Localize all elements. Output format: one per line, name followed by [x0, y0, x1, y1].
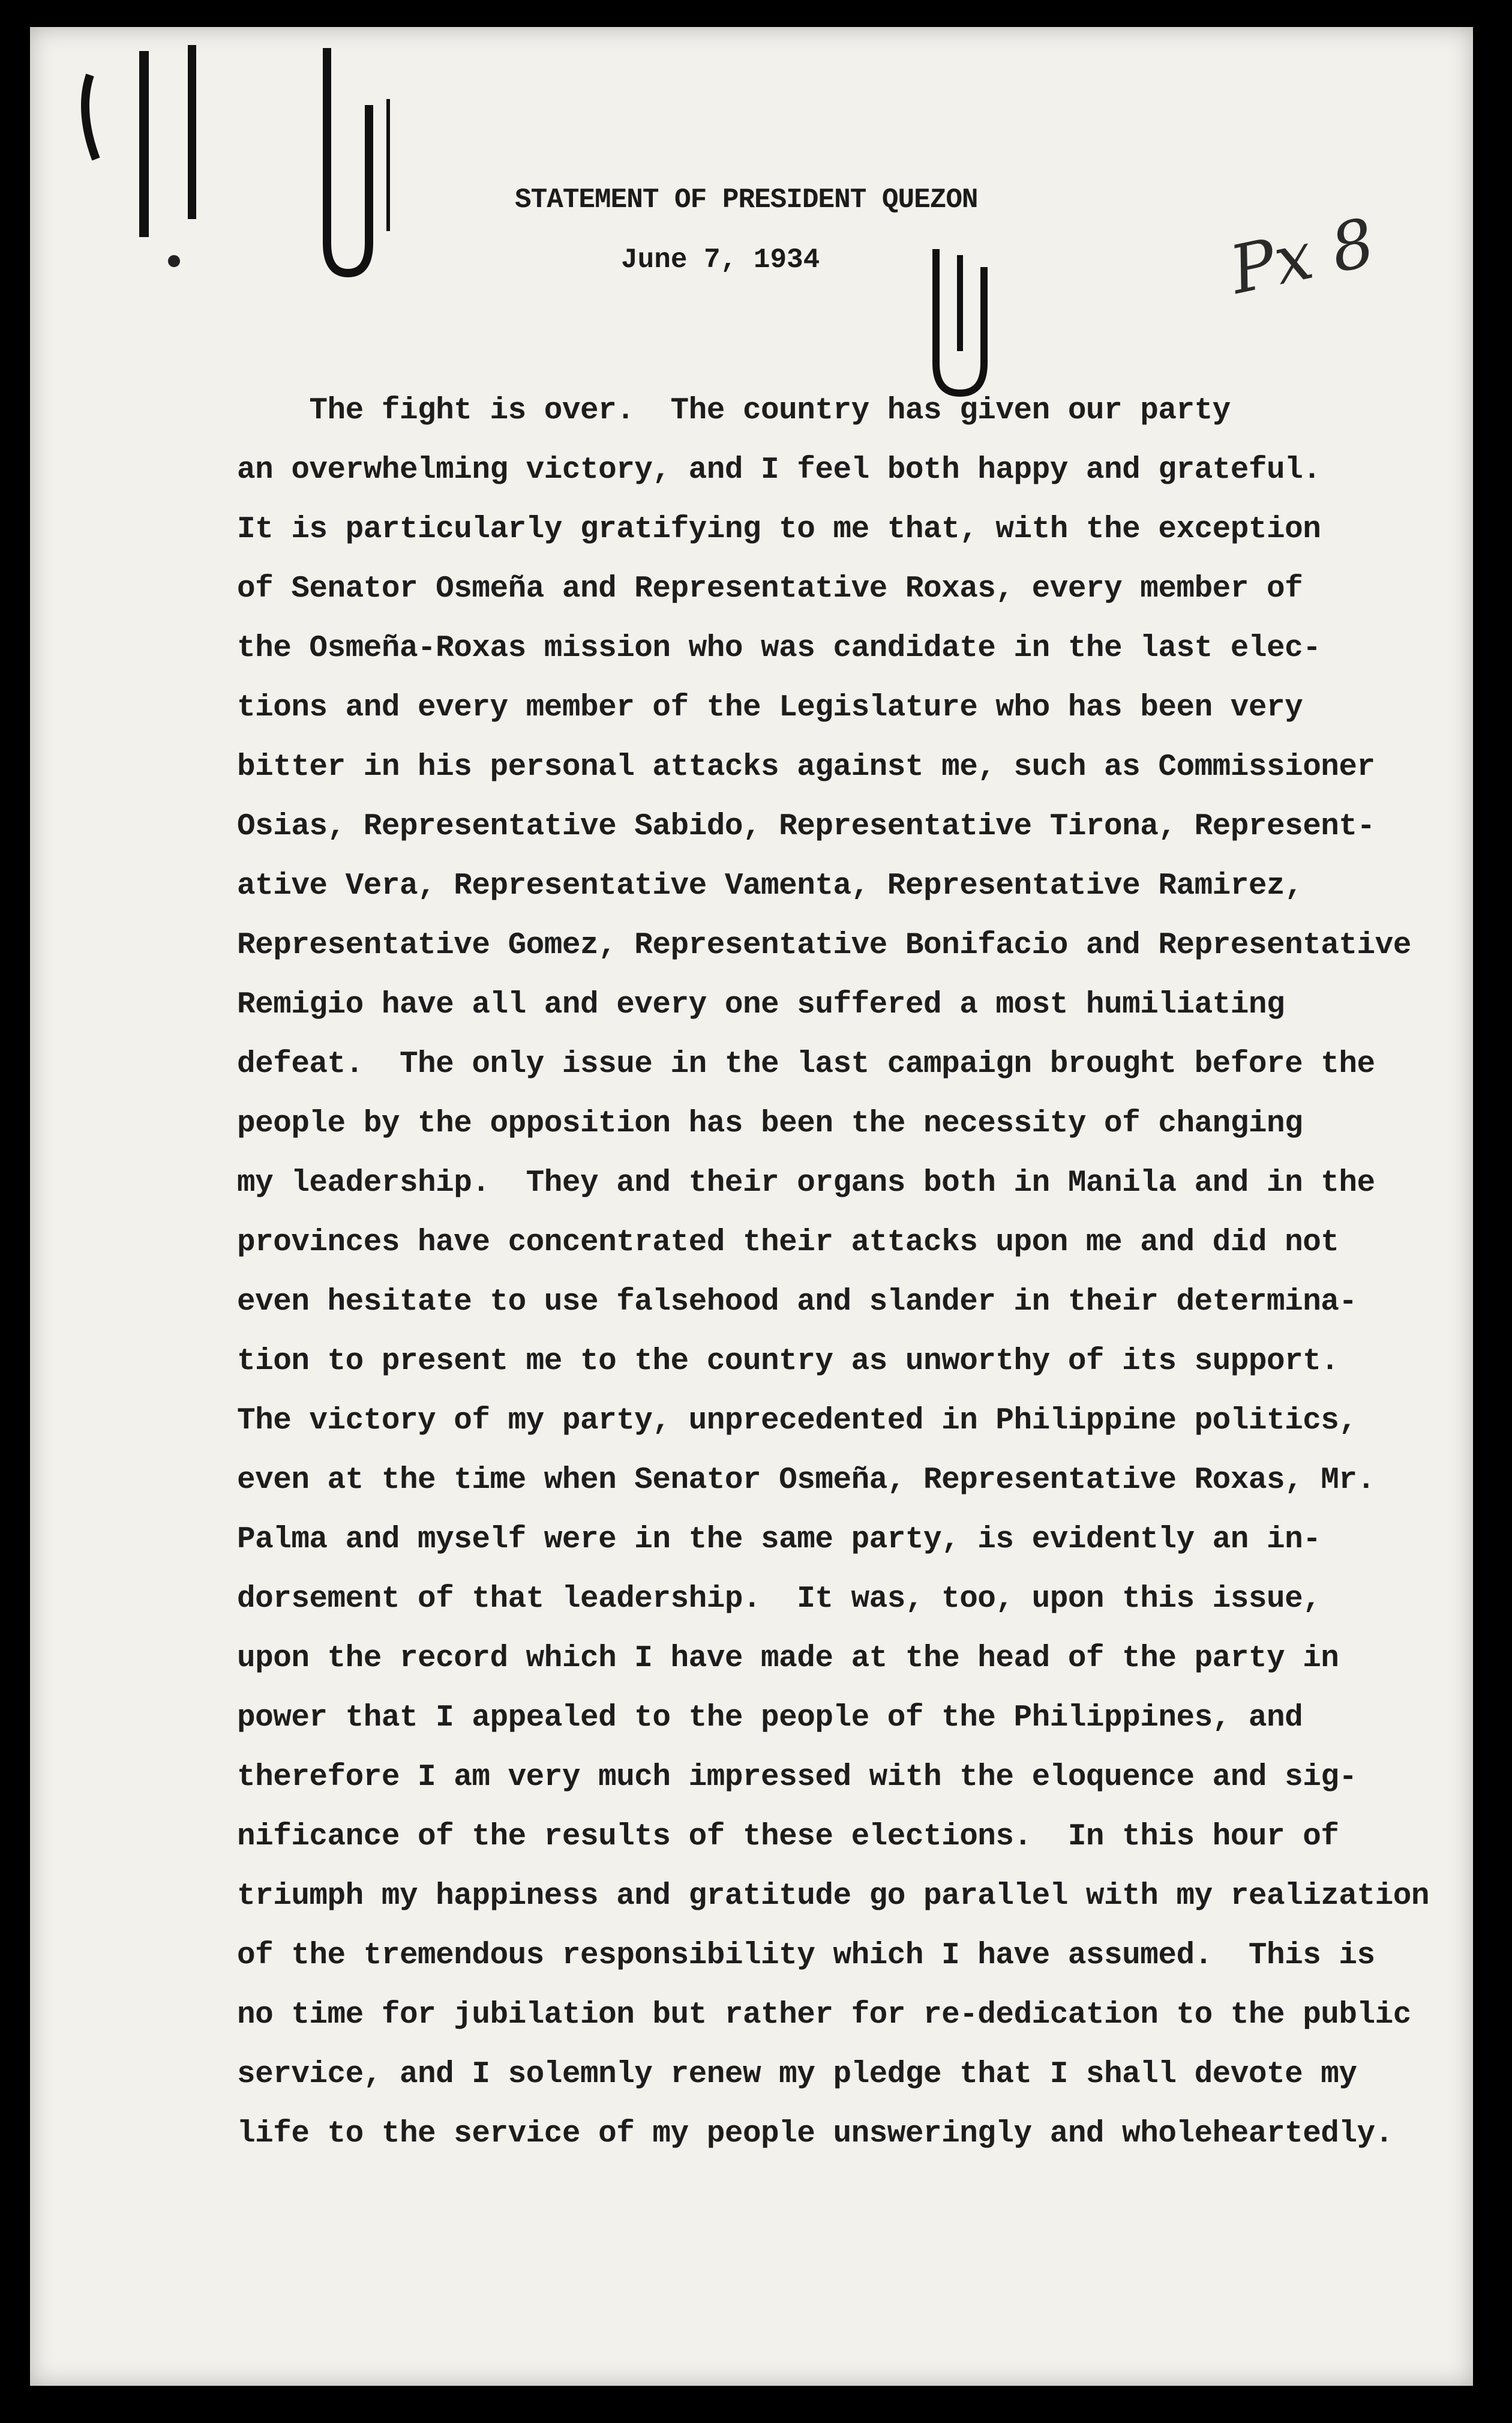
body-line: even at the time when Senator Osmeña, Representative Roxas, Mr. [237, 1463, 1375, 1497]
body-line: of the tremendous responsibility which I have assumed. This is [237, 1939, 1375, 1973]
clip-mark [85, 75, 96, 159]
body-line: people by the opposition has been the necessity of changing [237, 1107, 1303, 1141]
paper-clip-marks-left [54, 39, 390, 291]
body-line: life to the service of my people unsweringly and wholeheartedly. [237, 2117, 1393, 2151]
document-date: June 7, 1934 [621, 244, 820, 275]
body-line: no time for jubilation but rather for re-dedication to the public [237, 1998, 1411, 2032]
body-line: tion to present me to the country as unworthy of its support. [237, 1344, 1339, 1379]
body-line: dorsement of that leadership. It was, too, upon this issue, [237, 1582, 1321, 1616]
body-line: The victory of my party, unprecedented in Philippine politics, [237, 1404, 1357, 1438]
body-line: nificance of the results of these elections. In this hour of [237, 1820, 1339, 1854]
body-line: therefore I am very much impressed with the eloquence and sig- [237, 1760, 1357, 1795]
body-line: ative Vera, Representative Vamenta, Representative Ramirez, [237, 869, 1303, 903]
body-line: the Osmeña-Roxas mission who was candidate in the last elec- [237, 631, 1321, 666]
ink-spot [168, 255, 180, 267]
body-line: provinces have concentrated their attacks upon me and did not [237, 1226, 1339, 1260]
body-line: It is particularly gratifying to me that, with the exception [237, 513, 1321, 547]
body-line: upon the record which I have made at the head of the party in [237, 1642, 1339, 1676]
document-page [30, 27, 1473, 2386]
body-line: The fight is over. The country has given our party [237, 394, 1231, 428]
body-line: power that I appealed to the people of the Philippines, and [237, 1701, 1303, 1735]
body-line: defeat. The only issue in the last campaign brought before the [237, 1047, 1375, 1082]
body-line: my leadership. They and their organs both in Manila and in the [237, 1166, 1375, 1200]
statement-body [237, 381, 1461, 2164]
body-line: bitter in his personal attacks against me, such as Commissioner [237, 750, 1375, 784]
body-line: even hesitate to use falsehood and slander in their determina- [237, 1285, 1357, 1319]
body-line: Representative Gomez, Representative Bonifacio and Representative [237, 929, 1411, 963]
handwritten-annotation: Px 8 [1223, 203, 1381, 309]
body-line: Palma and myself were in the same party, is evidently an in- [237, 1523, 1321, 1557]
body-line: triumph my happiness and gratitude go parallel with my realization [237, 1879, 1429, 1913]
clip-mark [327, 48, 369, 273]
body-line: an overwhelming victory, and I feel both happy and grateful. [237, 453, 1321, 487]
body-line: Remigio have all and every one suffered a most humiliating [237, 988, 1285, 1022]
body-line: service, and I solemnly renew my pledge that I shall devote my [237, 2057, 1357, 2092]
body-line: of Senator Osmeña and Representative Roxas, every member of [237, 572, 1303, 606]
body-line: Osias, Representative Sabido, Representative Tirona, Represent- [237, 810, 1375, 844]
document-title: STATEMENT OF PRESIDENT QUEZON [515, 184, 978, 215]
body-line: tions and every member of the Legislature who has been very [237, 691, 1303, 725]
